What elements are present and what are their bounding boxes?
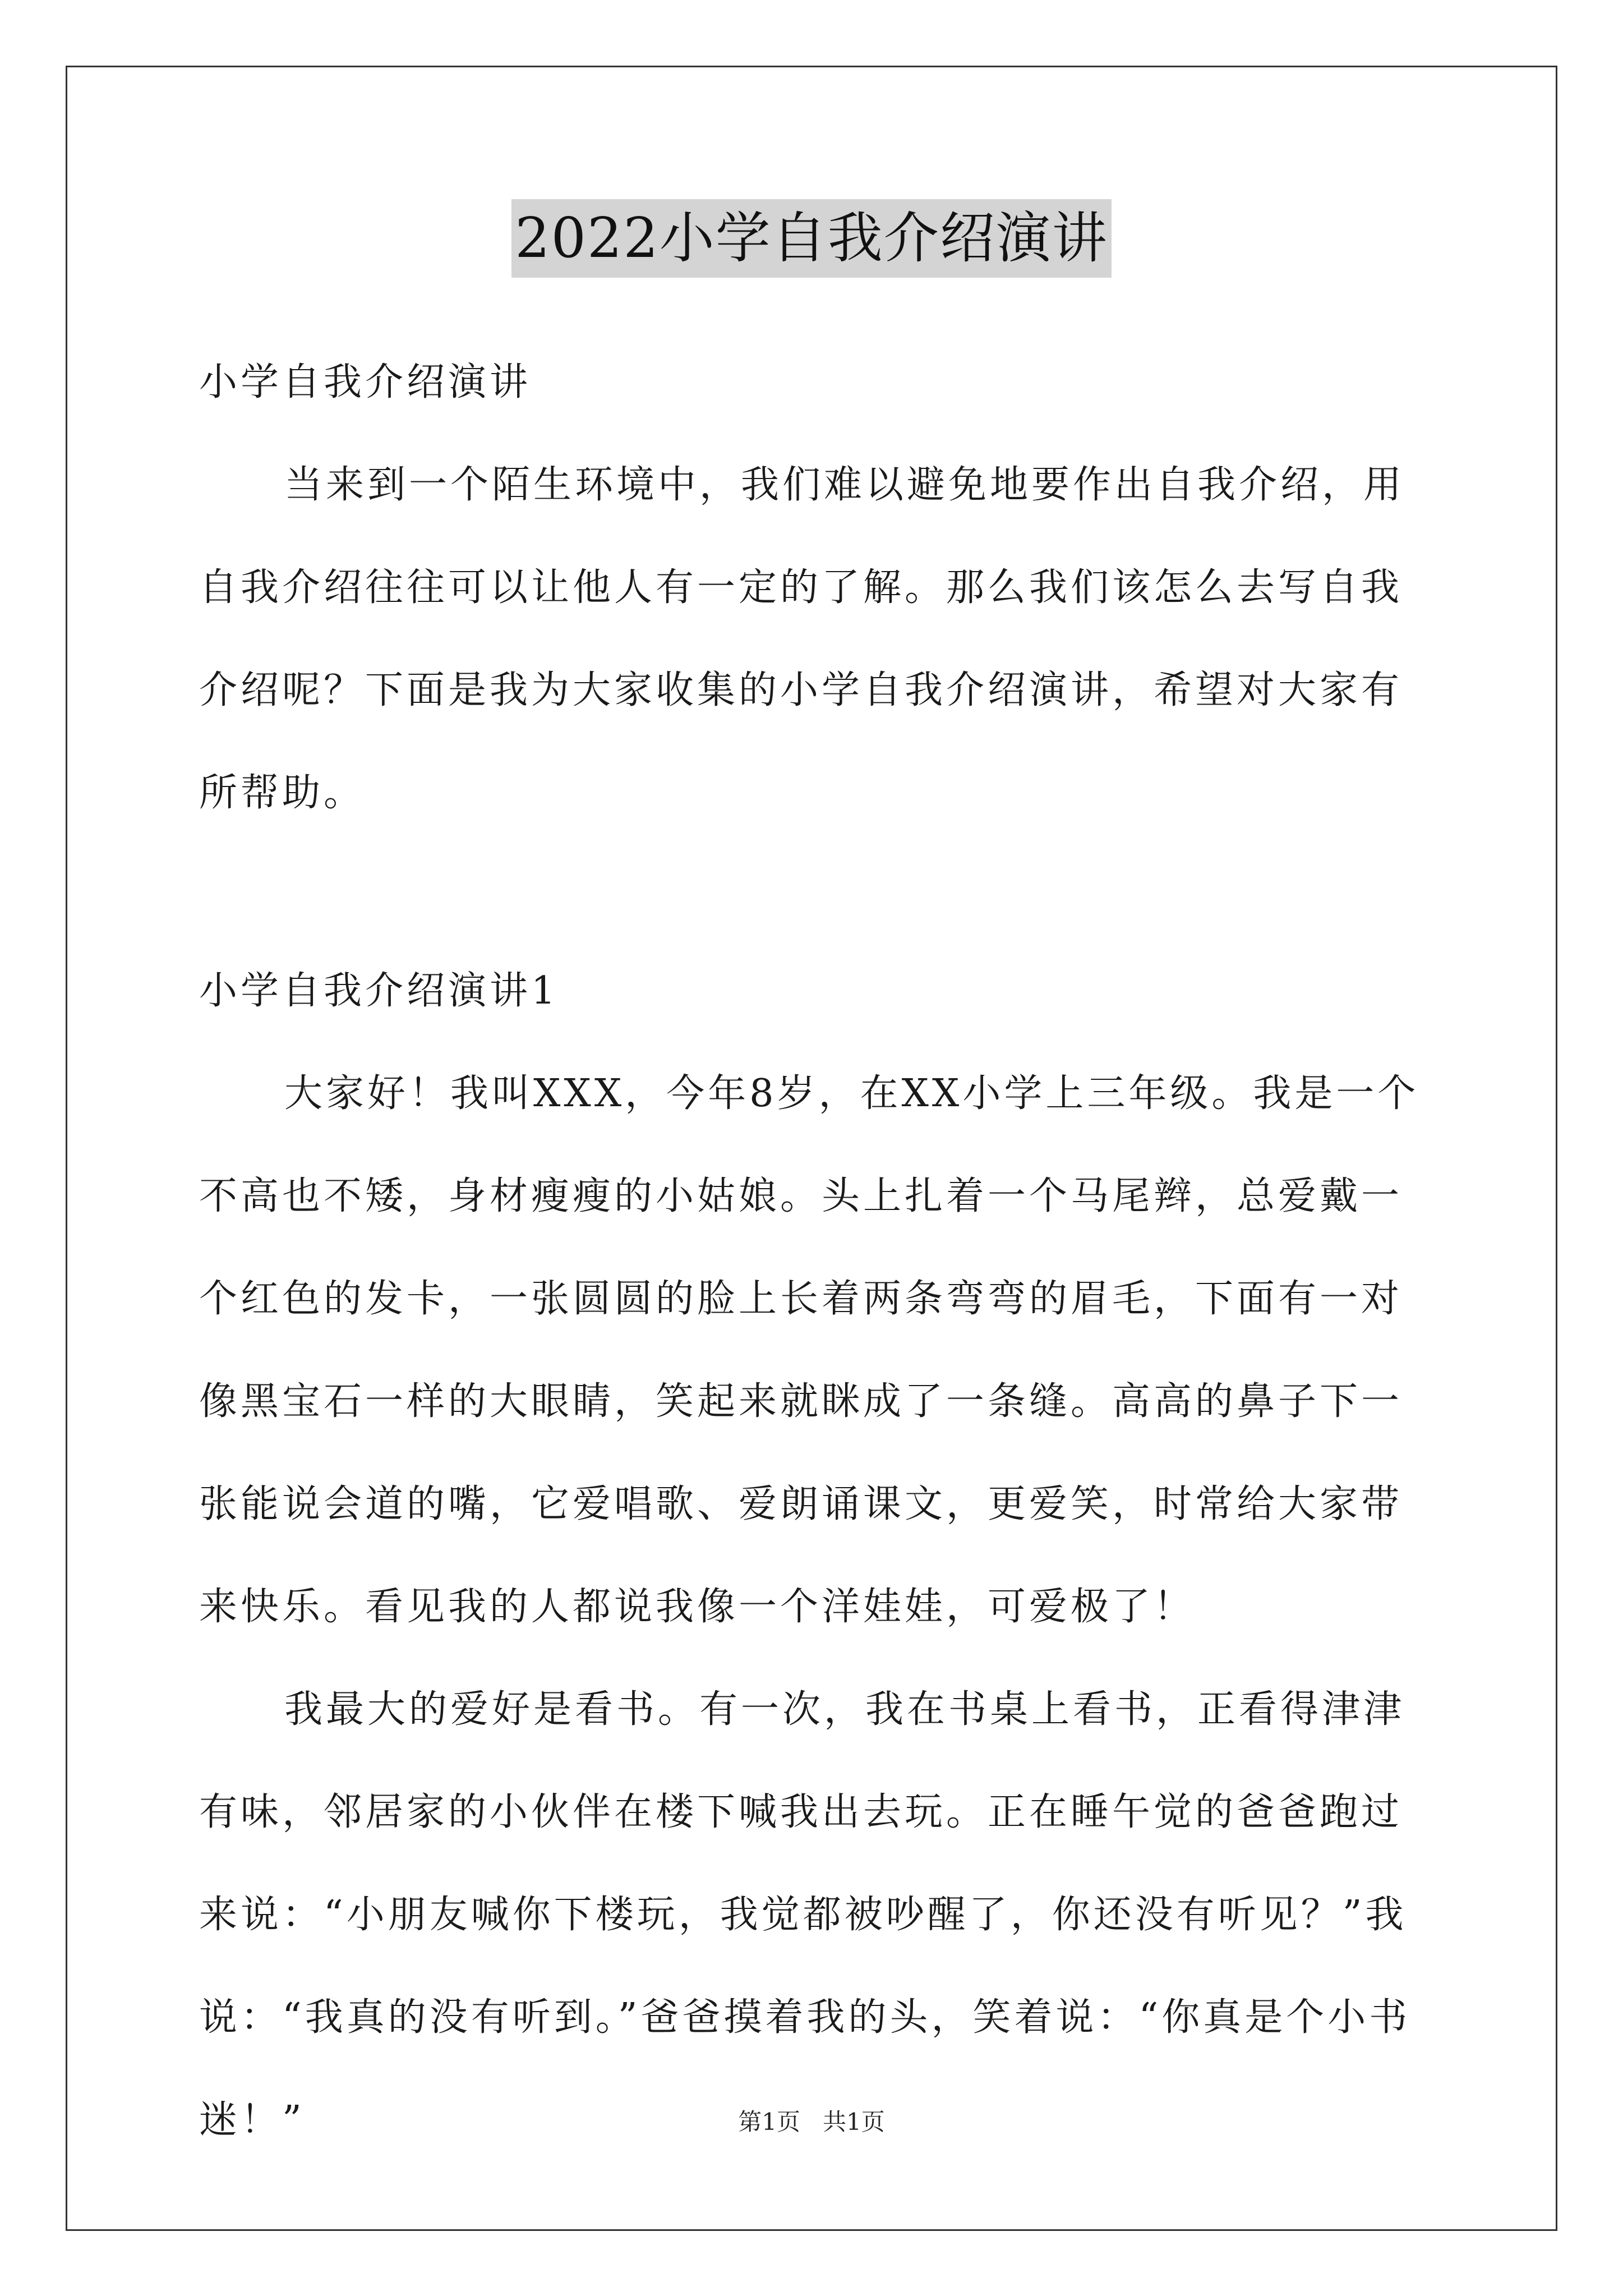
document-title: 2022小学自我介绍演讲 xyxy=(511,199,1111,278)
subtitle: 小学自我介绍演讲 xyxy=(199,360,532,404)
page-number: 第1页 xyxy=(738,2108,800,2136)
body-paragraph: 我最大的爱好是看书。有一次，我在书桌上看书，正看得津津有味，邻居家的小伙伴在楼下喊我出去玩。正在睡午觉的爸爸跑过来说：“小朋友喊你下楼玩，我觉都被吵醒了，你还没有听见？”我说：“我真的没有听到。”爸爸摸着我的头，笑着说：“你真是个小书迷！” xyxy=(199,1687,1411,2142)
intro-paragraph: 当来到一个陌生环境中，我们难以避免地要作出自我介绍，用自我介绍往往可以让他人有一定的了解。那么我们该怎么去写自我介绍呢？下面是我为大家收集的小学自我介绍演讲，希望对大家有所帮助。 xyxy=(199,463,1405,815)
page-footer xyxy=(0,2104,1623,2137)
page-total: 共1页 xyxy=(823,2108,885,2136)
section-heading: 小学自我介绍演讲1 xyxy=(199,969,559,1013)
body-paragraph: 大家好！我叫XXX，今年8岁，在XX小学上三年级。我是一个不高也不矮，身材瘦瘦的小姑娘。头上扎着一个马尾辫，总爱戴一个红色的发卡，一张圆圆的脸上长着两条弯弯的眉毛，下面有一对像黑宝石一样的大眼睛，笑起来就眯成了一条缝。高高的鼻子下一张能说会道的嘴，它爱唱歌、爱朗诵课文，更爱笑，时常给大家带来快乐。看见我的人都说我像一个洋娃娃，可爱极了！ xyxy=(199,1071,1419,1629)
title-container xyxy=(0,199,1623,278)
document-body xyxy=(199,331,1438,2171)
